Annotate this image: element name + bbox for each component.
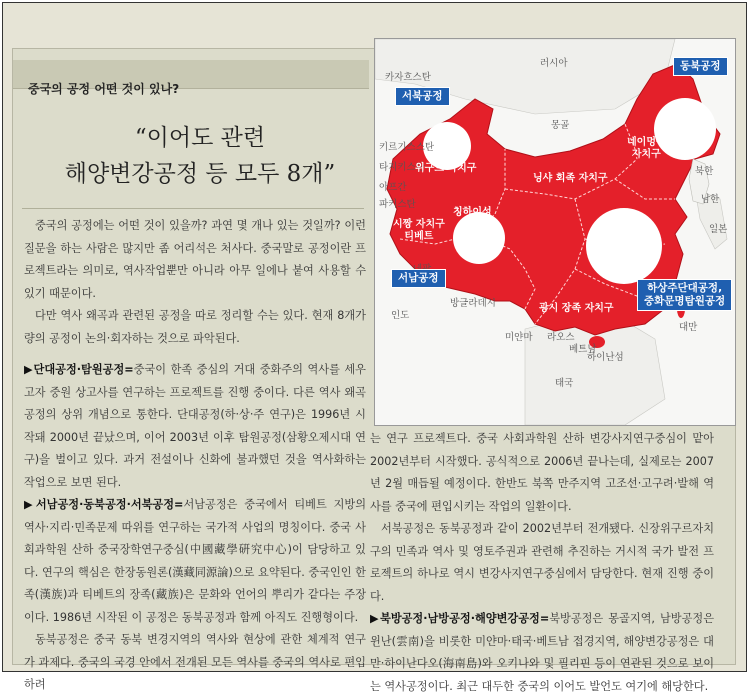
label-india: 인도 — [391, 310, 410, 321]
label-guangxi: 광시 장족 자치구 — [539, 303, 614, 314]
label-russia: 러시아 — [540, 58, 568, 69]
section-1-key: ▶단대공정·탐원공정= — [24, 363, 134, 376]
label-tibet: 시짱 자치구 티베트 — [393, 219, 445, 242]
label-tajikistan: 타지키스탄 — [379, 162, 425, 173]
section-2-key: ▶서남공정·동북공정·서북공정= — [24, 498, 184, 511]
left-column — [24, 215, 366, 691]
china-map — [374, 38, 736, 426]
label-north-korea: 북한 — [695, 166, 714, 177]
tag-central-project: 하상주단대공정, 중화문명탐원공정 — [637, 279, 732, 311]
label-bangladesh: 방글라데시 — [450, 298, 496, 309]
intro-paragraph-2: 다만 역사 왜곡과 관련된 공정을 따로 정리할 수는 있다. 현재 8개가량의 공정이 논의·회자하는 것으로 파악된다. — [24, 309, 366, 345]
label-mongolia: 몽골 — [551, 120, 570, 131]
headline-line-2: 해양변강공정 등 모두 8개” — [64, 161, 336, 187]
label-pakistan: 파키스탄 — [379, 199, 416, 210]
label-myanmar: 미얀마 — [505, 332, 533, 343]
tag-southwest-project: 서남공정 — [391, 269, 446, 288]
label-taiwan: 대만 — [679, 322, 698, 333]
topic-label: 중국의 공정 어떤 것이 있나? — [28, 82, 180, 96]
label-afghanistan: 아프간 — [379, 182, 407, 193]
headline-divider — [22, 208, 364, 209]
intro-paragraph-1: 중국의 공정에는 어떤 것이 있을까? 과연 몇 개나 있는 것일까? 이런 질문을 하는 사람은 많지만 좀 어리석은 처사다. 중국말로 공정이란 프로젝트라는 의미로, 역사작업뿐만 아니라 아무 일에나 붙여 사용할 수 있기 때문이다. — [24, 219, 366, 300]
label-hainan: 하이난섬 — [587, 352, 624, 363]
label-kazakhstan: 카자흐스탄 — [385, 72, 431, 83]
southwest-marker-circle — [453, 212, 505, 264]
section-2-body: 서남공정은 중국에서 티베트 지방의 역사·지리·민족문제 따위를 연구하는 국가적 사업의 명칭이다. 중국 사회과학원 산하 중국장학연구중심(中國藏學硏究中心)이 담당하고 있다. 연구의 핵심은 한장동원론(漢藏同源論)으로 요약된다. 중국인인 한족(漢族)과 티베트의 장족(藏族)은 문화와 언어의 뿌리가 같다는 주장이다. 1986년 시작된 이 공정은 동북공정과 함께 아직도 진행형이다. — [24, 498, 366, 624]
tag-northwest-project: 서북공정 — [395, 87, 450, 106]
label-laos: 라오스 — [547, 332, 575, 343]
label-south-korea: 남한 — [701, 194, 720, 205]
label-thailand: 태국 — [555, 378, 574, 389]
section-1 — [24, 359, 366, 494]
headline — [40, 120, 360, 192]
label-xinjiang: 신장 위구르 자치구 — [415, 151, 477, 174]
section-2-continued: 동북공정은 중국 동북 변경지역의 역사와 현상에 관한 체계적 연구가 과제다. 중국의 국경 안에서 전개된 모든 역사를 중국의 역사로 편입하려 — [24, 633, 366, 691]
label-vietnam: 베트남 — [569, 344, 597, 355]
section-1-body: 중국이 한족 중심의 거대 중화주의 역사를 세우고자 중원 상고사를 연구하는 프로젝트를 진행 중이다. 다른 역사 왜곡 공정의 상위 개념으로 통한다. 단대공정(하·상·주 연구)은 1996년 시작돼 2000년 끝났으며, 이어 2003년 이후 탐원공정(삼황오제시대 연구)을 벌이고 있다. 과거 전설이나 신화에 불과했던 것을 역사화하는 작업으로 보면 된다. — [24, 363, 366, 489]
section-3-key: ▶북방공정·남방공정·해양변강공정= — [370, 612, 550, 625]
label-japan: 일본 — [709, 224, 728, 235]
right-paragraph-1: 는 연구 프로젝트다. 중국 사회과학원 산하 변강사지연구중심이 맡아 2002년부터 시작했다. 공식적으로 2006년 끝나는데, 실제로는 2007년 2월 매듭될 예정이다. 한반도 북쪽 만주지역 고조선·고구려·발해 역사를 중국에 편입시키는 작업의 일환이다. — [370, 432, 714, 513]
label-qinghai: 칭하이성 — [453, 207, 492, 218]
right-column — [370, 428, 714, 693]
section-3-body: 북방공정은 몽골지역, 남방공정은 윈난(雲南)을 비롯한 미얀마·태국·베트남 접경지역, 해양변강공정은 대만·하이난다오(海南島)와 오키나와 및 필리핀 등이 연관된 것으로 보이는 역사공정이다. 최근 대두한 중국의 이어도 발언도 여기에 해당한다. — [370, 612, 714, 693]
label-inner-mongolia: 네이멍구 자치구 — [627, 137, 666, 160]
right-paragraph-2: 서북공정은 동북공정과 같이 2002년부터 전개됐다. 신장위구르자치구의 민족과 역사 및 영토주권과 관련해 추진하는 거시적 국가 발전 프로젝트의 하나로 역시 변강사지연구중심에서 담당한다. 현재 진행 중이다. — [370, 522, 714, 603]
tag-northeast-project: 동북공정 — [673, 57, 728, 76]
section-2 — [24, 494, 366, 629]
headline-line-1: “이어도 관련 — [134, 125, 266, 151]
central-marker-circle — [586, 208, 662, 284]
label-ningxia: 닝샤 회족 자치구 — [533, 173, 608, 184]
section-3 — [370, 608, 714, 698]
label-kyrgyzstan: 키르기스스탄 — [379, 142, 435, 153]
